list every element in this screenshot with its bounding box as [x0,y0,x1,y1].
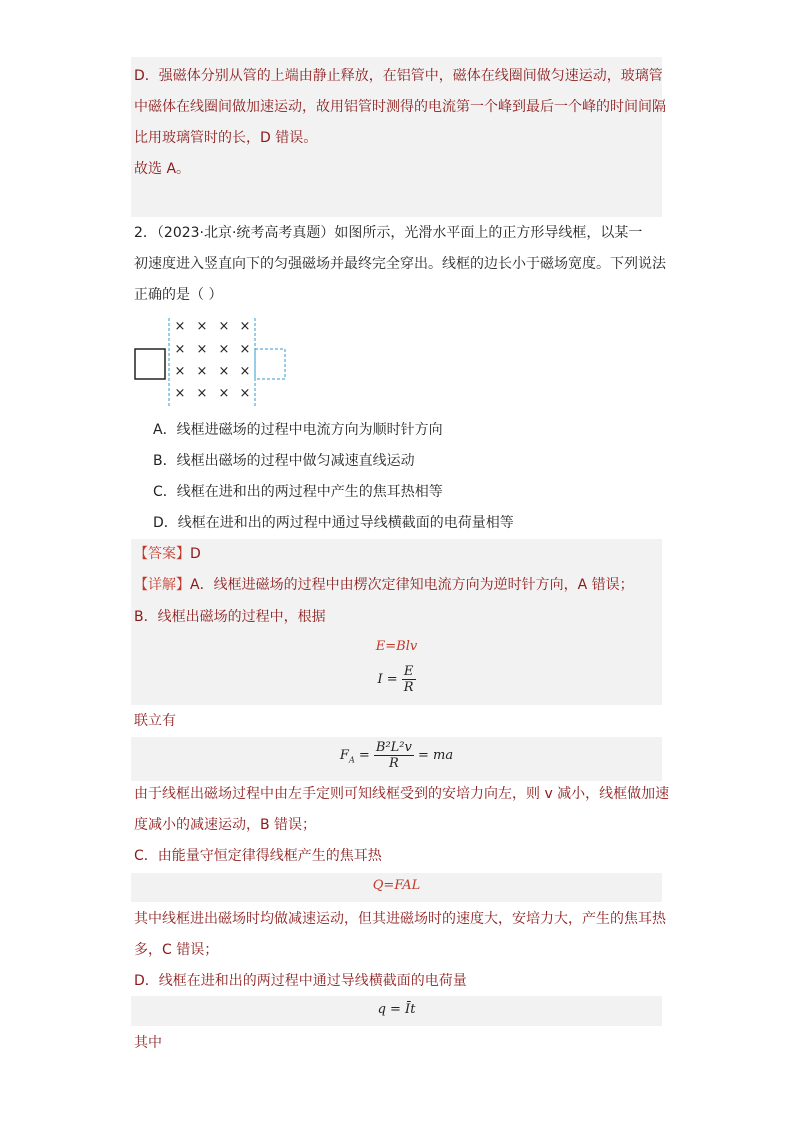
detail-tag: 【详解】 [134,577,190,593]
question-line2: 初速度进入竖直向下的匀强磁场并最终完全穿出。线框的边长小于磁场宽度。下列说法 [134,256,666,272]
answer-line [134,544,201,564]
detail-d-text: D．线框在进和出的两过程中通过导线横截面的电荷量 [134,973,467,989]
field-cross-3-1: × [196,386,208,401]
prev-conclusion: 故选 A。 [134,161,191,177]
detail-tail: 其中 [134,1035,162,1051]
field-cross-1-2: × [218,342,230,357]
field-cross-3-0: × [174,386,186,401]
eq-current-lhs: I = [377,672,398,687]
frame-exit-position [255,349,285,379]
field-cross-3-2: × [218,386,230,401]
wire-frame-square [135,349,165,379]
detail-a-line [134,575,634,595]
field-cross-0-0: × [174,319,186,334]
detail-c-text2: 其中线框进出磁场时均做减速运动，但其进磁场时的速度大，安培力大，产生的焦耳热 [134,911,666,927]
field-cross-1-1: × [196,342,208,357]
field-cross-1-3: × [239,342,251,357]
eq-force: $F_A$ = $\frac{\text{B²L²v}}{R}$ = ma [339,740,454,771]
option-b: B．线框出磁场的过程中做匀减速直线运动 [153,453,415,469]
eq-force-fraction [374,740,414,771]
field-cross-0-2: × [218,319,230,334]
option-c: C．线框在进和出的两过程中产生的焦耳热相等 [153,484,443,500]
field-cross-2-0: × [174,364,186,379]
magnetic-field-figure [130,316,300,408]
eq-emf: E=Blv [375,639,418,654]
detail-c-text3: 多，C 错误； [134,942,219,958]
field-cross-0-1: × [196,319,208,334]
option-a: A．线框进磁场的过程中电流方向为顺时针方向 [153,422,443,438]
detail-b-text3: 度减小的减速运动，B 错误； [134,817,317,833]
eq-force-lhs: F [339,748,349,763]
prev-d-line3: 比用玻璃管时的长，D 错误。 [134,130,318,146]
prev-d-line1: D．强磁体分别从管的上端由静止释放，在铝管中，磁体在线圈间做匀速运动，玻璃管 [134,68,663,84]
eq-current-fraction [402,664,416,695]
field-cross-0-3: × [239,319,251,334]
eq-force-sub: A [348,755,355,765]
eq-force-num: B²L²v [375,740,412,755]
answer-value: D [190,546,201,562]
field-cross-3-3: × [239,386,251,401]
eq-heat: Q=FAL [372,878,421,893]
question-line3: 正确的是（ ） [134,287,223,303]
eq-charge: q = Īt [377,1002,416,1017]
detail-c-text: C．由能量守恒定律得线框产生的焦耳热 [134,848,382,864]
eq-current [131,664,662,695]
field-cross-2-1: × [196,364,208,379]
prev-d-line2: 中磁体在线圈间做加速运动，故用铝管时测得的电流第一个峰到最后一个峰的时间间隔 [134,99,666,115]
eq-force-rhs: = ma [417,748,454,763]
detail-b-text: B．线框出磁场的过程中，根据 [134,609,326,625]
detail-a-text: A．线框进磁场的过程中由楞次定律知电流方向为逆时针方向，A 错误； [190,577,634,593]
detail-combine: 联立有 [134,713,176,729]
field-cross-1-0: × [174,342,186,357]
eq-current-den: R [403,680,414,695]
question-line1: 2．（2023·北京·统考高考真题）如图所示，光滑水平面上的正方形导线框，以某一 [134,225,643,241]
answer-tag: 【答案】 [134,546,190,562]
field-cross-2-2: × [218,364,230,379]
detail-b-text2: 由于线框出磁场过程中由左手定则可知线框受到的安培力向左，则 v 减小，线框做加速 [134,786,670,802]
eq-current-num: E [402,664,416,680]
eq-force-den: R [388,756,399,771]
field-cross-2-3: × [239,364,251,379]
option-d: D．线框在进和出的两过程中通过导线横截面的电荷量相等 [153,515,514,531]
field-crosses [175,319,251,401]
